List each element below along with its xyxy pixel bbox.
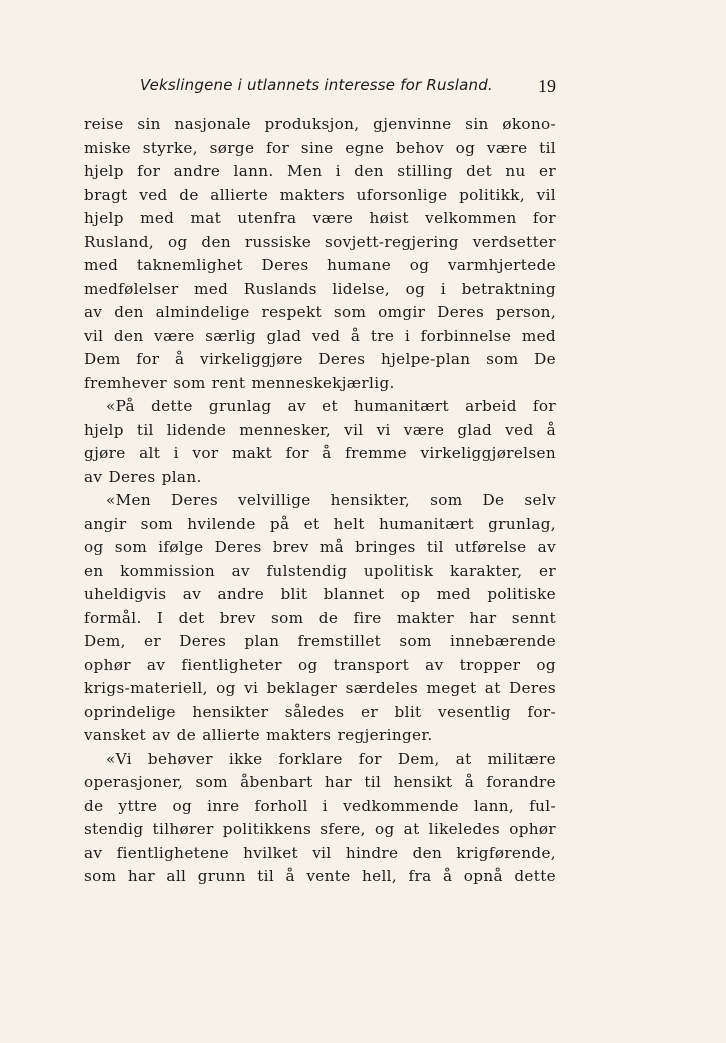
text-line: vil den være særlig glad ved å tre i forbinnelse med	[84, 326, 556, 345]
text-line: stendig tilhører politikkens sfere, og at likeledes ophør	[84, 820, 556, 838]
text-line: hjelp til lidende mennesker, vil vi være glad ved å	[84, 420, 556, 439]
text-line: operasjoner, som åbenbart har til hensikt å forandre	[84, 773, 556, 791]
text-line: av fientlighetene hvilket vil hindre den krigførende,	[84, 843, 556, 862]
text-line: medfølelser med Ruslands lidelse, og i betraktning	[84, 279, 556, 298]
text-line: «Vi behøver ikke forklare for Dem, at militære	[106, 749, 556, 768]
text-line: bragt ved de allierte makters uforsonlige politikk, vil	[84, 185, 556, 204]
page-number: 19	[538, 76, 556, 96]
text-line: hjelp for andre lann. Men i den stilling det nu er	[84, 162, 556, 180]
body-text	[84, 113, 556, 889]
text-line: som har all grunn til å vente hell, fra å opnå dette	[84, 867, 556, 885]
text-line: krigs-materiell, og vi beklager særdeles meget at Deres	[84, 679, 556, 697]
text-line: en kommission av fulstendig upolitisk karakter, er	[84, 561, 556, 580]
text-line: uheldigvis av andre blit blannet op med politiske	[84, 585, 556, 603]
text-line: ophør av fientligheter og transport av tropper og	[84, 655, 556, 674]
text-line: Dem, er Deres plan fremstillet som innebærende	[84, 632, 556, 650]
text-line: «På dette grunlag av et humanitært arbeid for	[106, 397, 556, 415]
text-line: og som ifølge Deres brev må bringes til utførelse av	[84, 538, 556, 556]
text-line: Dem for å virkeliggjøre Deres hjelpe-plan som De	[84, 350, 556, 368]
text-line: angir som hvilende på et helt humanitært grunlag,	[84, 514, 556, 533]
text-line: miske styrke, sørge for sine egne behov og være til	[84, 138, 556, 157]
text-line: Rusland, og den russiske sovjett-regjering verdsetter	[84, 232, 556, 251]
text-line: hjelp med mat utenfra være høist velkommen for	[84, 209, 556, 227]
text-line: oprindelige hensikter således er blit vesentlig for-	[84, 702, 556, 721]
text-line: formål. I det brev som de fire makter har sennt	[84, 608, 556, 627]
text-line: av den almindelige respekt som omgir Deres person,	[84, 303, 556, 321]
text-line: av Deres plan.	[84, 467, 202, 486]
text-line: reise sin nasjonale produksjon, gjenvinne sin økono-	[84, 115, 556, 133]
text-line: med taknemlighet Deres humane og varmhjertede	[84, 256, 556, 274]
text-line: de yttre og inre forholl i vedkommende lann, ful-	[84, 796, 556, 815]
text-line: fremhever som rent menneskekjærlig.	[84, 373, 395, 392]
running-head	[84, 74, 564, 102]
text-line: «Men Deres velvillige hensikter, som De selv	[106, 491, 556, 509]
running-title: Vekslingene i utlannets interesse for Rusland.	[140, 76, 493, 94]
text-line: vansket av de allierte makters regjeringer.	[84, 726, 433, 744]
text-line: gjøre alt i vor makt for å fremme virkeliggjørelsen	[84, 444, 556, 462]
